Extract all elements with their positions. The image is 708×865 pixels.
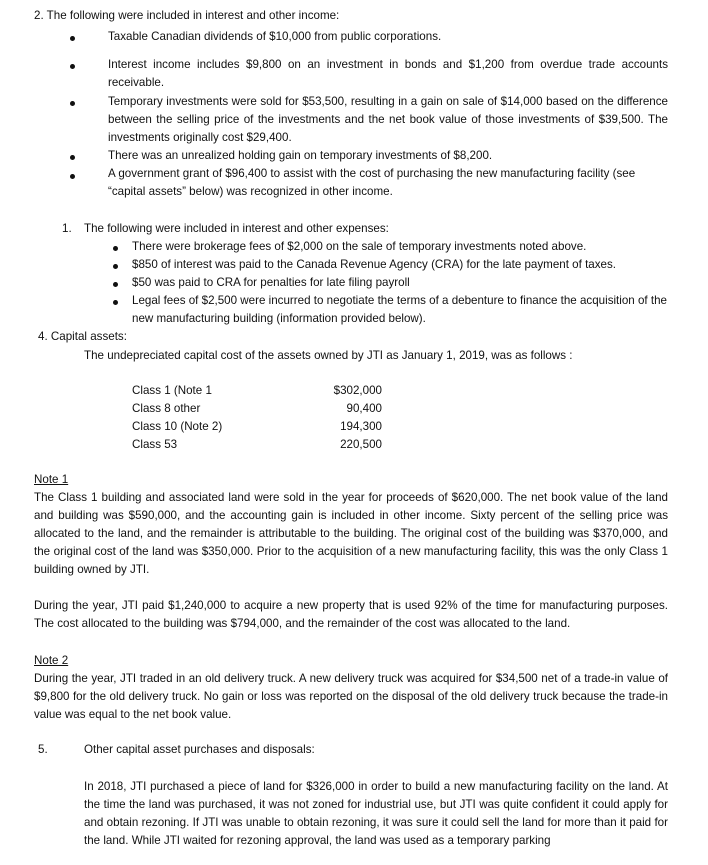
section-5-paragraph: In 2018, JTI purchased a piece of land for $326,000 in order to build a new manufacturing facility on the land. At the time the land was purchased, it was not zoned for industrial use, but JTI was quite confident it could apply for and obtain rezoning. If JTI was unable to obtain rezoning, it was sure it could sell the land for more than it paid for the land. While JTI waited for rezoning approval, the land was used as a temporary parking [84,780,668,847]
bullet-icon [113,246,118,251]
bullet-icon [70,64,75,69]
note-1-paragraph: The Class 1 building and associated land were sold in the year for proceeds of $620,000. The net book value of the land and building was $590,000, and the accounting gain is included in other income. Sixty percent of the selling price was allocated to the land, and the remainder is attributable to the building. The original cost of the building was $370,000, and the original cost of the land was $350,000. Prior to the acquisition of a new manufacturing facility, this was the only Class 1 building owned by JTI. [34,491,668,576]
list-item: Taxable Canadian dividends of $10,000 from public corporations. [108,30,442,43]
table-row [132,382,382,400]
bullet-icon [113,300,118,305]
ucc-amount: 220,500 [340,438,382,451]
note-2-title: Note 2 [34,654,69,667]
table-row [132,418,382,436]
bullet-icon [113,264,118,269]
bullet-icon [70,36,75,41]
list-item: Legal fees of $2,500 were incurred to negotiate the terms of a debenture to finance the acquisition of the new manufacturing building (information provided below). [132,294,667,325]
asset-class: Class 8 other [132,402,201,415]
section-5-heading: Other capital asset purchases and disposals: [84,743,315,756]
ucc-amount: 194,300 [340,420,382,433]
note-1-title: Note 1 [34,473,69,486]
section-3-heading: The following were included in interest and other expenses: [84,222,389,235]
table-row [132,436,382,454]
capital-assets-intro: The undepreciated capital cost of the assets owned by JTI as January 1, 2019, was as follows : [84,349,573,362]
asset-class: Class 53 [132,438,178,451]
asset-class: Class 1 (Note 1 [132,384,212,397]
ucc-amount: 90,400 [346,402,382,415]
asset-class: Class 10 (Note 2) [132,420,223,433]
note-2-paragraph: During the year, JTI traded in an old delivery truck. A new delivery truck was acquired for $34,500 net of a trade-in value of $9,800 for the old delivery truck. No gain or loss was reported on the disposal of the old delivery truck because the trade-in value was equal to the net book value. [34,672,668,721]
table-row [132,400,382,418]
list-item: Interest income includes $9,800 on an investment in bonds and $1,200 from overdue trade accounts receivable. [108,58,668,89]
section-5-number: 5. [38,743,48,756]
bullet-icon [70,174,75,179]
section-2-heading: 2. The following were included in interest and other income: [34,9,340,22]
bullet-icon [70,155,75,160]
bullet-icon [70,101,75,106]
list-item: Temporary investments were sold for $53,500, resulting in a gain on sale of $14,000 based on the difference between the selling price of the investments and the net book value of those investments of $39,500. The investments originally cost $29,400. [108,95,668,144]
list-item: There was an unrealized holding gain on temporary investments of $8,200. [108,149,493,162]
list-item: There were brokerage fees of $2,000 on the sale of temporary investments noted above. [132,240,587,253]
list-item: $50 was paid to CRA for penalties for late filing payroll [132,276,410,289]
list-item: A government grant of $96,400 to assist with the cost of purchasing the new manufacturing facility (see “capital assets” below) was recognized in other income. [108,167,636,198]
list-item: $850 of interest was paid to the Canada Revenue Agency (CRA) for the late payment of taxes. [132,258,616,271]
note-1-paragraph-2: During the year, JTI paid $1,240,000 to acquire a new property that is used 92% of the time for manufacturing purposes. The cost allocated to the building was $794,000, and the remainder of the cost was allocated to the land. [34,599,668,630]
section-3-number: 1. [62,222,72,235]
ucc-amount: $302,000 [333,384,382,397]
bullet-icon [113,282,118,287]
section-4-heading: 4. Capital assets: [38,330,127,343]
